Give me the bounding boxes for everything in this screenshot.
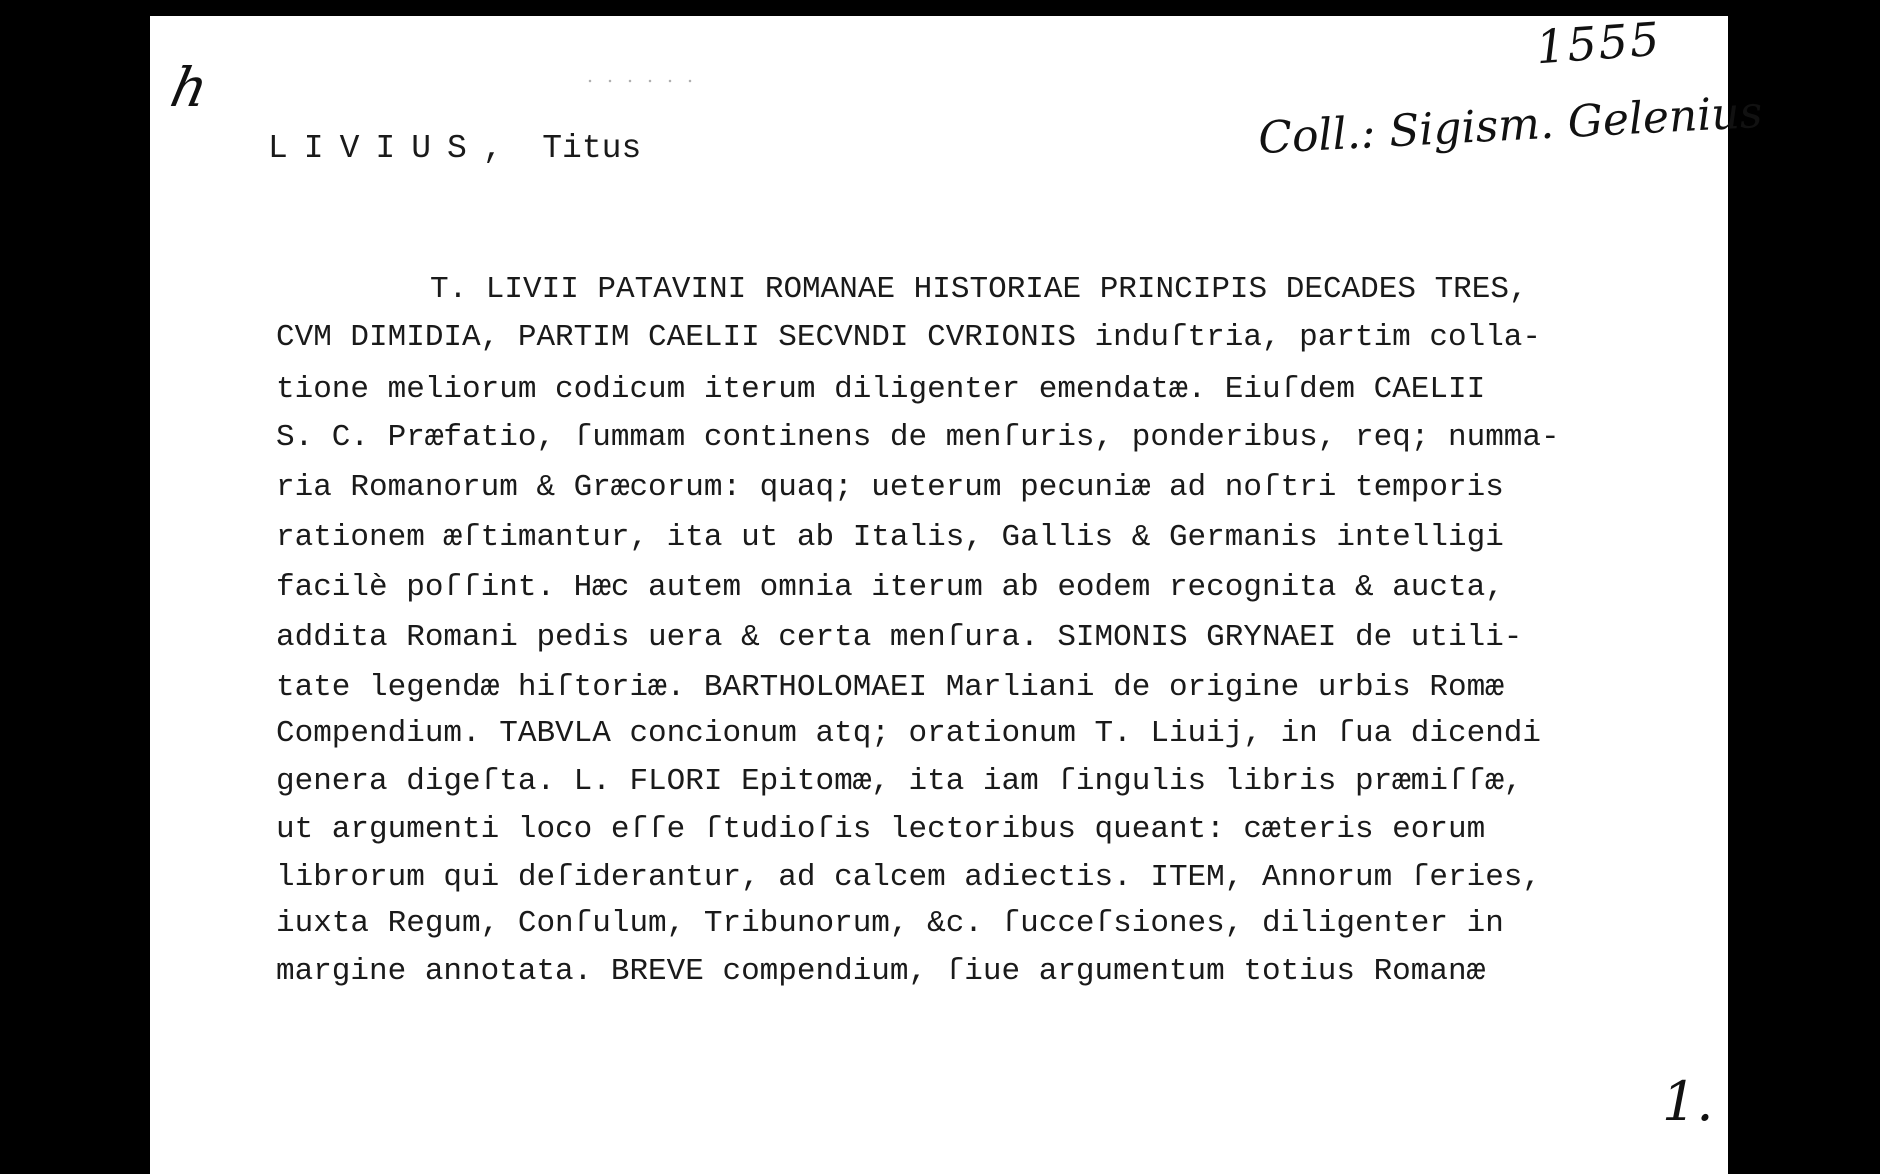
body-line: margine annotata. BREVE compendium, ſiue argumentum totius Romanæ <box>276 954 1486 989</box>
author-separator: , <box>482 130 503 167</box>
body-line: ut argumenti loco eſſe ſtudioſis lectoribus queant: cæteris eorum <box>276 812 1486 847</box>
body-line: addita Romani pedis uera & certa menſura. SIMONIS GRYNAEI de utili- <box>276 620 1523 655</box>
body-line: Compendium. TABVLA concionum atq; orationum T. Liuij, in ſua dicendi <box>276 716 1542 751</box>
body-line: tate legendæ hiſtoriæ. BARTHOLOMAEI Marliani de origine urbis Romæ <box>276 670 1504 705</box>
body-line: CVM DIMIDIA, PARTIM CAELII SECVNDI CVRIONIS induſtria, partim colla- <box>276 320 1542 355</box>
author-heading <box>268 130 641 167</box>
body-line: ria Romanorum & Græcorum: quaq; ueterum pecuniæ ad noſtri temporis <box>276 470 1504 505</box>
corner-mark: h <box>165 56 214 119</box>
body-line: librorum qui deſiderantur, ad calcem adiectis. ITEM, Annorum ſeries, <box>276 860 1542 895</box>
body-line: T. LIVII PATAVINI ROMANAE HISTORIAE PRINCIPIS DECADES TRES, <box>430 272 1528 307</box>
catalog-card <box>150 11 1764 1174</box>
body-line: iuxta Regum, Conſulum, Tribunorum, &c. ſucceſsiones, diligenter in <box>276 906 1504 941</box>
year-annotation: 1555 <box>1534 11 1663 75</box>
body-line: facilè poſſint. Hæc autem omnia iterum ab eodem recognita & aucta, <box>276 570 1504 605</box>
body-line: S. C. Præfatio, ſummam continens de menſuris, ponderibus, req; numma- <box>276 420 1560 455</box>
title-description <box>276 272 1636 1052</box>
collection-annotation: Coll.: Sigism. Gelenius <box>1257 86 1764 165</box>
body-line: genera digeſta. L. FLORI Epitomæ, ita iam ſingulis libris præmiſſæ, <box>276 764 1523 799</box>
author-given-name: Titus <box>542 130 642 167</box>
author-surname: LIVIUS <box>268 130 483 167</box>
body-line: tione meliorum codicum iterum diligenter emendatæ. Eiuſdem CAELII <box>276 372 1486 407</box>
body-line: rationem æſtimantur, ita ut ab Italis, Gallis & Germanis intelligi <box>276 520 1504 555</box>
scan-noise-dots <box>580 78 700 84</box>
page-number: 1. <box>1662 1070 1714 1133</box>
